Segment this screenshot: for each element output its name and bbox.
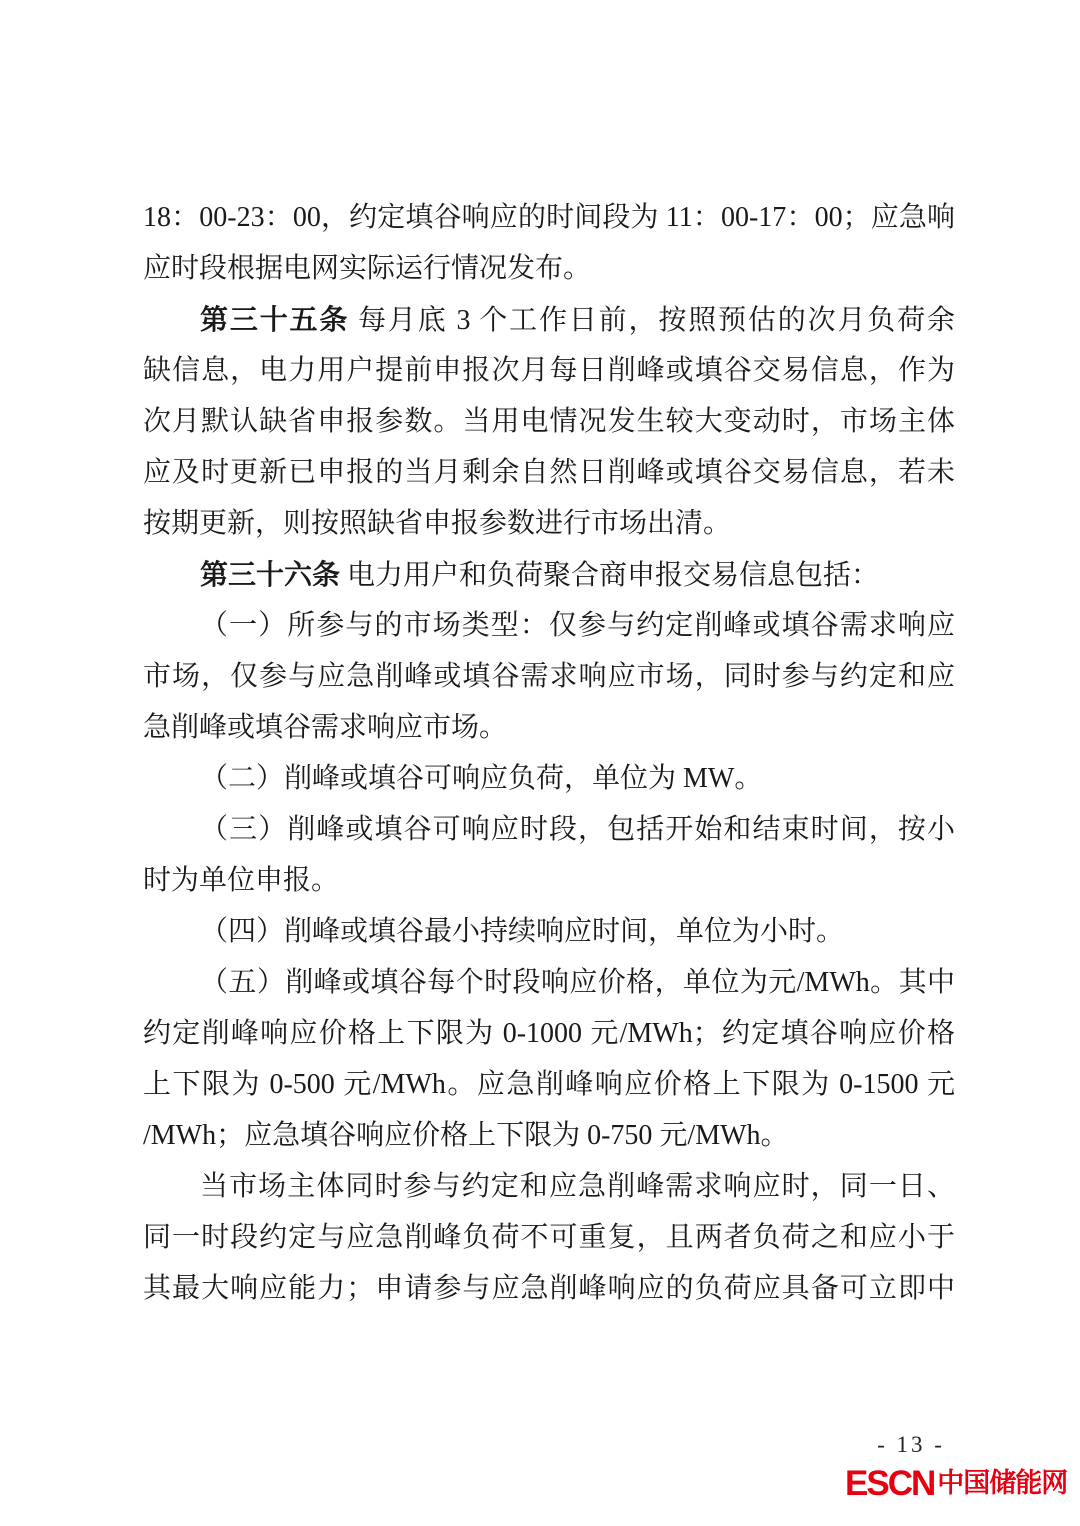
text-line [143,600,955,651]
text-line [143,396,955,447]
text-segment: 当市场主体同时参与约定和应急削峰需求响应时，同一日、 [200,1171,955,1202]
text-line [143,957,955,1008]
text-segment: 约定削峰响应价格上下限为 0-1000 元/MWh；约定填谷响应价格 [143,1018,955,1049]
text-segment: 18：00-23：00，约定填谷响应的时间段为 11：00-17：00；应急响 [143,202,955,233]
document-text-block [143,192,955,1314]
text-segment: 每月底 3 个工作日前，按照预估的次月负荷余 [349,305,955,336]
text-segment: 电力用户和负荷聚合商申报交易信息包括： [340,560,880,591]
text-line [143,1263,955,1314]
text-line [143,549,955,600]
text-segment: 急削峰或填谷需求响应市场。 [143,712,508,743]
text-segment: （一）所参与的市场类型：仅参与约定削峰或填谷需求响应 [200,610,955,641]
text-line [143,243,955,294]
text-line [143,906,955,957]
text-line [143,855,955,906]
text-line [143,447,955,498]
escn-logo [845,1466,1067,1501]
text-line [143,345,955,396]
text-line [143,192,955,243]
text-segment: 次月默认缺省申报参数。当用电情况发生较大变动时，市场主体 [143,406,955,437]
text-segment: （五）削峰或填谷每个时段响应价格，单位为元/MWh。其中 [200,967,955,998]
text-segment: 缺信息，电力用户提前申报次月每日削峰或填谷交易信息，作为 [143,355,955,386]
text-line [143,1161,955,1212]
escn-logo-chinese: 中国储能网 [937,1468,1068,1498]
text-segment: 市场，仅参与应急削峰或填谷需求响应市场，同时参与约定和应 [143,661,955,692]
escn-logo-latin: ESCN [845,1464,935,1503]
page-number: - 13 - [877,1432,945,1457]
text-segment: （二）削峰或填谷可响应负荷，单位为 MW。 [200,763,763,794]
text-line [143,651,955,702]
text-line [143,702,955,753]
text-segment: 按期更新，则按照缺省申报参数进行市场出清。 [143,508,732,539]
text-line [143,498,955,549]
text-line [143,1008,955,1059]
text-segment: 时为单位申报。 [143,865,340,896]
text-line [143,753,955,804]
text-segment: 应时段根据电网实际运行情况发布。 [143,253,592,284]
text-segment: 上下限为 0-500 元/MWh。应急削峰响应价格上下限为 0-1500 元 [143,1069,955,1100]
text-line [143,1110,955,1161]
text-segment: /MWh；应急填谷响应价格上下限为 0-750 元/MWh。 [143,1120,789,1151]
text-line [143,1059,955,1110]
text-line [143,804,955,855]
article-number: 第三十六条 [200,559,341,590]
text-line [143,1212,955,1263]
text-segment: 同一时段约定与应急削峰负荷不可重复，且两者负荷之和应小于 [143,1222,955,1253]
article-number: 第三十五条 [200,304,350,335]
text-segment: （三）削峰或填谷可响应时段，包括开始和结束时间，按小 [200,814,955,845]
text-segment: （四）削峰或填谷最小持续响应时间，单位为小时。 [200,916,845,947]
text-segment: 其最大响应能力；申请参与应急削峰响应的负荷应具备可立即中 [143,1273,955,1304]
text-segment: 应及时更新已申报的当月剩余自然日削峰或填谷交易信息，若未 [143,457,955,488]
text-line [143,294,955,345]
